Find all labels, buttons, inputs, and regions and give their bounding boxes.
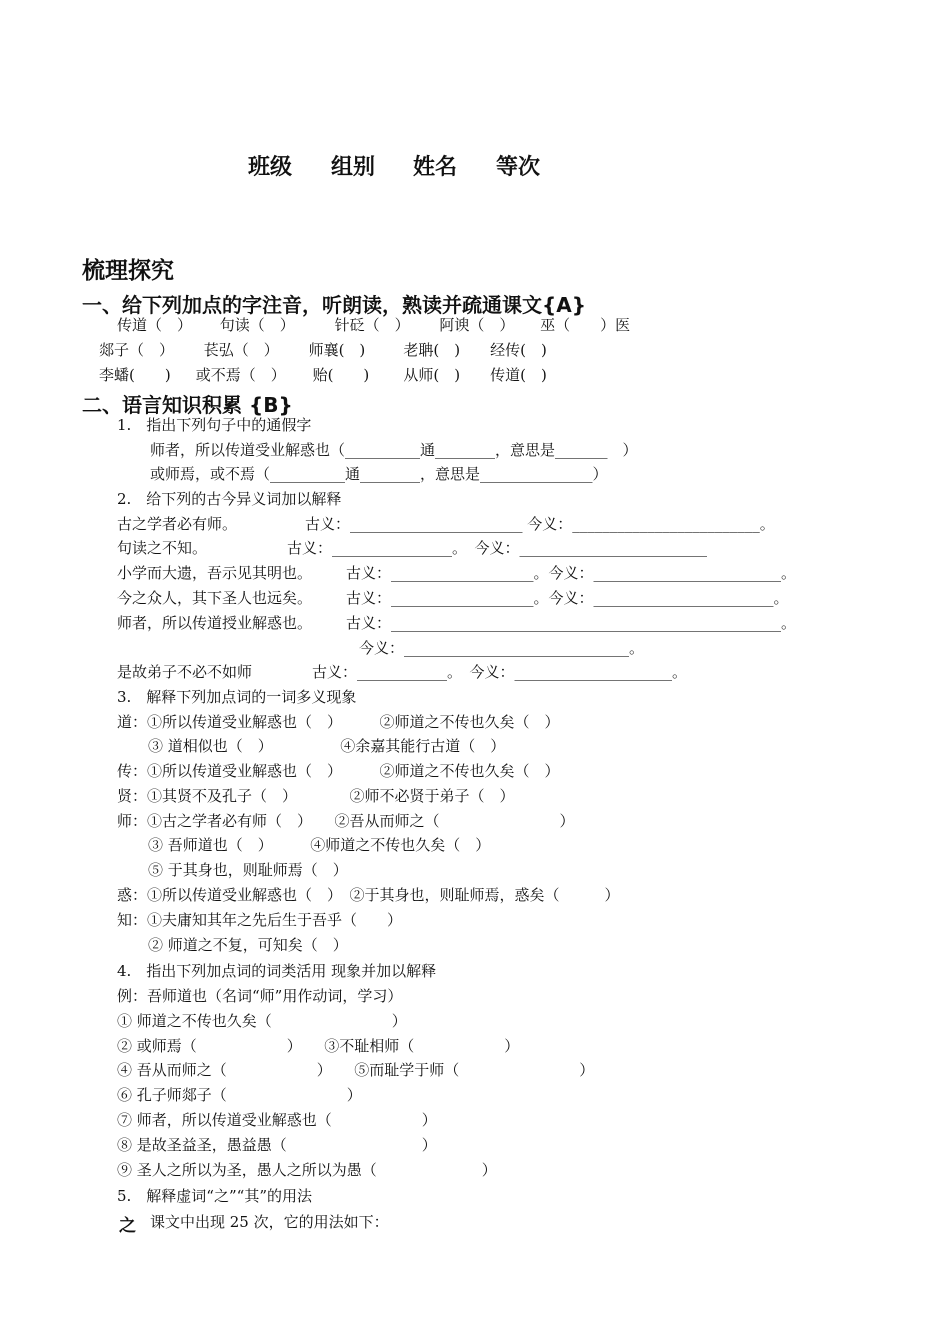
q3-line: 师：①古之学者必有师（ ） ②吾从而师之（ ）	[117, 812, 575, 830]
pinyin-row-2	[99, 339, 547, 361]
q1-line: 或师焉，或不焉（__________通________，意思是_______________）	[150, 465, 608, 483]
q3-title: 3. 解释下列加点词的一词多义现象	[117, 688, 357, 706]
q2-answer: 今义：______________________________。	[359, 639, 645, 657]
q2-sentence: 今之众人，其下圣人也远矣。	[117, 589, 313, 607]
q1-line: 师者，所以传道受业解惑也（__________通________，意思是_______ ）	[150, 441, 638, 459]
q2-sentence: 师者，所以传道授业解惑也。	[117, 614, 313, 632]
q4-line: ⑧ 是故圣益圣，愚益愚（ ）	[117, 1136, 437, 1154]
pinyin-row-3	[99, 364, 547, 386]
q2-answer: 古义：_______________________ 今义：_________________________。	[305, 515, 775, 533]
q3-line: 惑：①所以传道受业解惑也（ ） ②于其身也，则耻师焉，惑矣（ ）	[117, 886, 620, 904]
q2-answer: 古义：________________。 今义：_________________________	[287, 539, 708, 557]
q2-title: 2. 给下列的古今异义词加以解释	[117, 490, 342, 508]
pinyin-item: 贻( )	[312, 366, 370, 384]
pinyin-item: 句读（ ）	[219, 316, 295, 334]
q2-sentence: 是故弟子不必不如师	[117, 663, 253, 681]
q2-answer: 古义：___________________。今义：________________________。	[346, 589, 789, 607]
pinyin-item: 苌弘（ ）	[203, 341, 279, 359]
q3-line: ③ 道相似也（ ） ④余嘉其能行古道（ ）	[148, 737, 506, 755]
header-class-label: 班级	[248, 155, 293, 180]
q2-sentence: 句读之不知。	[117, 539, 208, 557]
q3-line: 道：①所以传道受业解惑也（ ） ②师道之不传也久矣（ ）	[117, 713, 560, 731]
q4-line: ⑨ 圣人之所以为圣，愚人之所以为愚（ ）	[117, 1161, 497, 1179]
header-group-label: 组别	[331, 155, 376, 180]
q4-example: 例：吾师道也（名词“师”用作动词，学习）	[117, 987, 403, 1005]
pinyin-item: 经传( )	[490, 341, 547, 359]
pinyin-item: 巫（ ）医	[540, 316, 631, 334]
q2-answer: 古义：___________________。今义：_________________________。	[346, 564, 797, 582]
q3-line: ③ 吾师道也（ ） ④师道之不传也久矣（ ）	[148, 836, 491, 854]
pinyin-item: 老聃( )	[403, 341, 461, 359]
q3-line: 贤：①其贤不及孔子（ ） ②师不必贤于弟子（ ）	[117, 787, 515, 805]
pinyin-item: 师襄( )	[308, 341, 366, 359]
q3-line: 传：①所以传道受业解惑也（ ） ②师道之不传也久矣（ ）	[117, 762, 560, 780]
q3-line: ⑤ 于其身也，则耻师焉（ ）	[148, 861, 348, 879]
pinyin-item: 针砭（ ）	[334, 316, 410, 334]
section2-heading: 二、语言知识积累 {B}	[82, 393, 293, 417]
q4-line: ⑥ 孔子师郯子（ ）	[117, 1086, 362, 1104]
q4-line: ① 师道之不传也久矣（ ）	[117, 1012, 407, 1030]
page-title: 梳理探究	[82, 258, 174, 284]
header-name-label: 姓名	[413, 155, 458, 180]
q3-line: ② 师道之不复，可知矣（ ）	[148, 936, 348, 954]
pinyin-item: 传道（ ）	[117, 316, 193, 334]
q1-title: 1. 指出下列句子中的通假字	[117, 416, 312, 434]
pinyin-item: 阿谀（ ）	[439, 316, 515, 334]
q4-line: ④ 吾从而师之（ ） ⑤而耻学于师（ ）	[117, 1061, 595, 1079]
q2-answer: 古义：____________________________________________________。	[346, 614, 797, 632]
q4-line: ⑦ 师者，所以传道受业解惑也（ ）	[117, 1111, 437, 1129]
q5-title: 5. 解释虚词“之”“其”的用法	[117, 1187, 312, 1205]
pinyin-row-1	[117, 314, 630, 336]
q5-zhi-label: 之	[119, 1216, 136, 1236]
pinyin-item: 李蟠( )	[99, 366, 171, 384]
q2-sentence: 小学而大遗，吾示见其明也。	[117, 564, 313, 582]
q5-zhi-text: 课文中出现 25 次，它的用法如下：	[150, 1213, 389, 1231]
pinyin-item: 或不焉（ ）	[195, 366, 286, 384]
pinyin-item: 郯子（ ）	[99, 341, 175, 359]
q2-answer: 古义：____________。 今义：_____________________。	[312, 663, 688, 681]
q4-title: 4. 指出下列加点词的词类活用 现象并加以解释	[117, 962, 437, 980]
q4-line: ② 或师焉（ ） ③不耻相师（ ）	[117, 1037, 520, 1055]
pinyin-item: 传道( )	[490, 366, 547, 384]
q3-line: 知：①夫庸知其年之先后生于吾乎（ ）	[117, 911, 403, 929]
pinyin-item: 从师( )	[403, 366, 461, 384]
section1-heading: 一、给下列加点的字注音，听朗读，熟读并疏通课文{A}	[82, 293, 586, 317]
header-grade-label: 等次	[496, 155, 541, 180]
q2-sentence: 古之学者必有师。	[117, 515, 238, 533]
